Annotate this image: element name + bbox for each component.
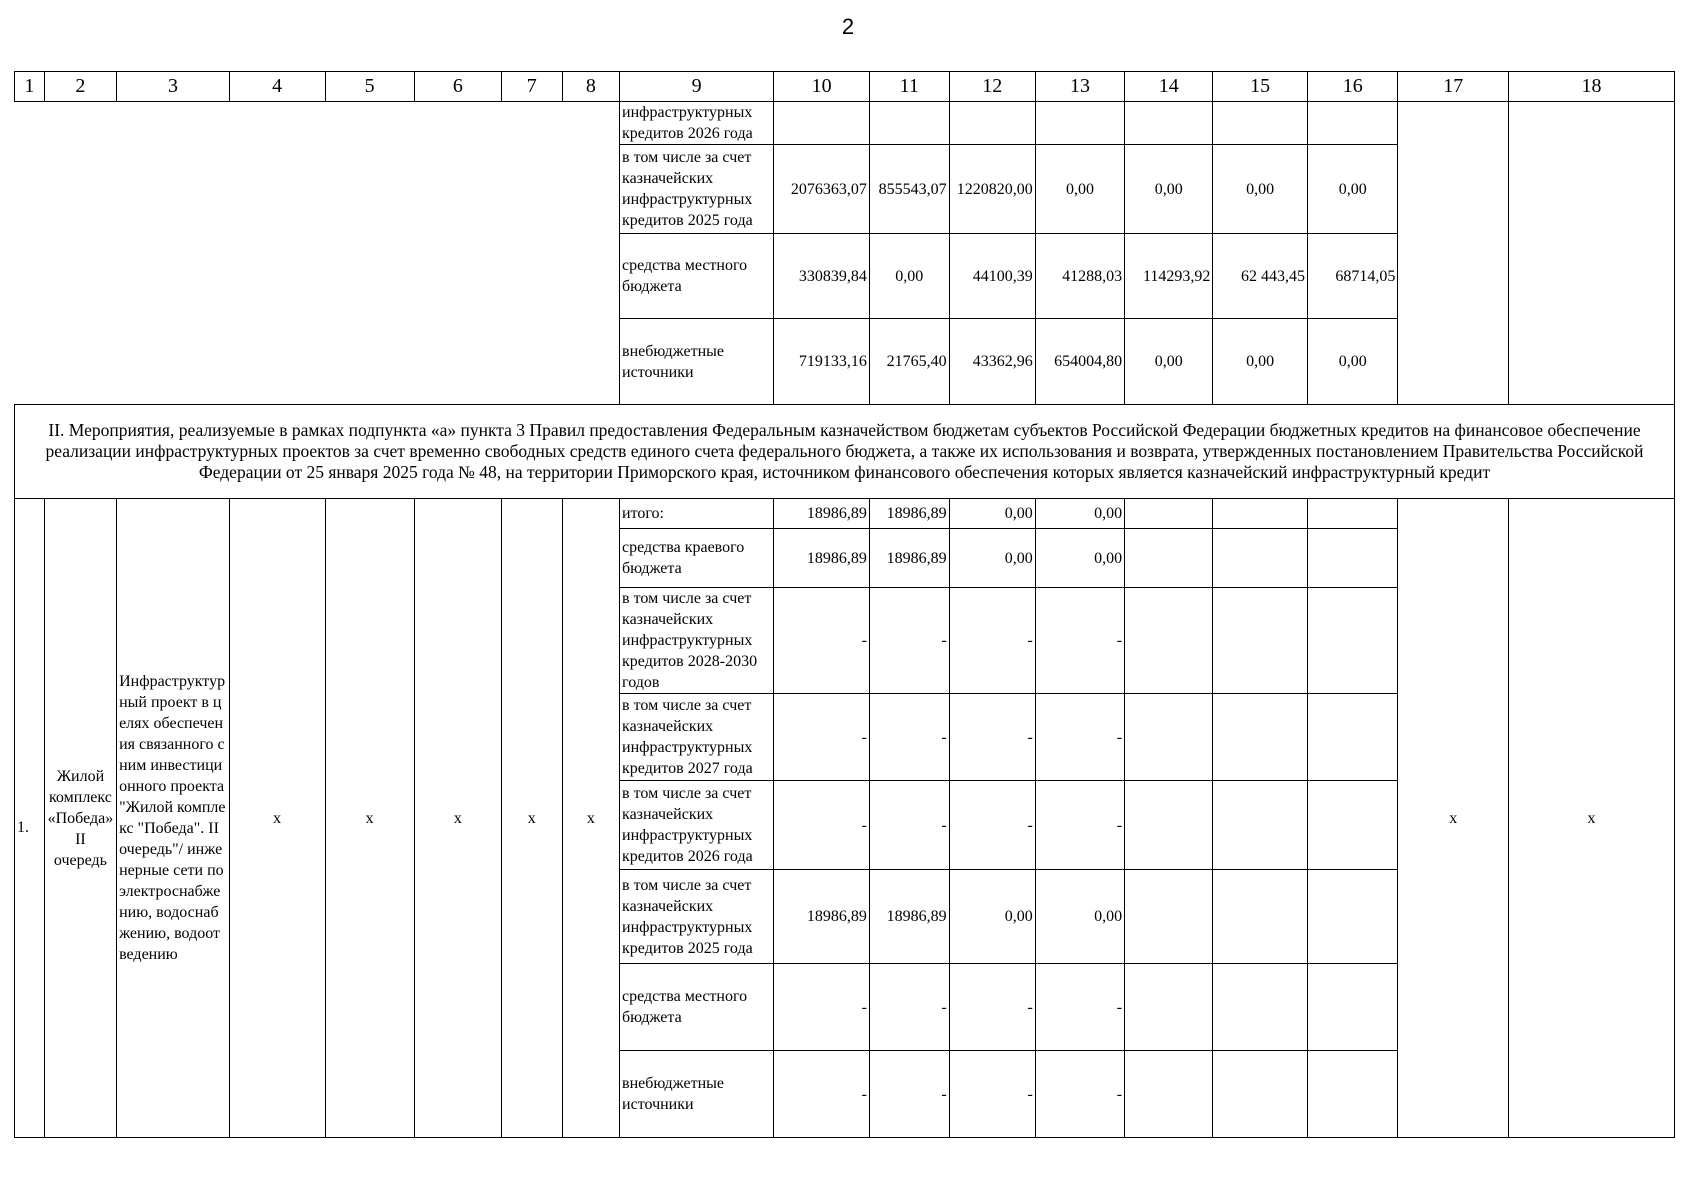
empty-cell	[1213, 529, 1308, 588]
column-number: 6	[414, 72, 501, 102]
row-label: средства местного бюджета	[620, 964, 774, 1051]
column-number: 5	[325, 72, 414, 102]
value-cell: 18986,89	[869, 499, 949, 529]
value-cell: 0,00	[1125, 319, 1213, 405]
empty-cell	[1125, 694, 1213, 781]
value-cell	[1308, 102, 1398, 145]
project-description: Инфраструктурный проект в целях обеспечения связанного с ним инвестиционного проекта "Жилой комплекс "Победа". II очередь"/ инженерные сети по электроснабжению, водоснабжению, водоотведению	[117, 499, 230, 1138]
empty-continuation-area	[15, 102, 620, 405]
value-cell: -	[949, 781, 1035, 870]
empty-cell	[1213, 964, 1308, 1051]
budget-table	[14, 71, 1675, 1138]
value-cell: -	[774, 588, 870, 694]
x-mark: х	[1508, 499, 1674, 1138]
empty-cell	[1213, 1051, 1308, 1138]
column-number: 7	[502, 72, 563, 102]
column-number: 15	[1213, 72, 1308, 102]
value-cell: 43362,96	[949, 319, 1035, 405]
value-cell	[1213, 102, 1308, 145]
empty-cell	[1308, 964, 1398, 1051]
row-label: внебюджетные источники	[620, 319, 774, 405]
value-cell: 18986,89	[774, 870, 870, 964]
value-cell: -	[869, 781, 949, 870]
value-cell: 0,00	[949, 529, 1035, 588]
value-cell: -	[1035, 964, 1124, 1051]
column-number: 17	[1398, 72, 1509, 102]
value-cell: -	[949, 588, 1035, 694]
value-cell: 330839,84	[774, 234, 870, 319]
value-cell: 0,00	[1035, 145, 1124, 234]
empty-cell	[1125, 964, 1213, 1051]
value-cell: 0,00	[1035, 870, 1124, 964]
x-mark: х	[1398, 499, 1509, 1138]
value-cell: 654004,80	[1035, 319, 1124, 405]
value-cell: 1220820,00	[949, 145, 1035, 234]
empty-cell	[1308, 781, 1398, 870]
row-label: в том числе за счет казначейских инфраструктурных кредитов 2025 года	[620, 870, 774, 964]
value-cell: -	[774, 781, 870, 870]
empty-cell	[1308, 588, 1398, 694]
object-name: Жилой комплекс «Победа» II очередь	[44, 499, 116, 1138]
value-cell	[774, 102, 870, 145]
page-number: 2	[841, 14, 855, 39]
value-cell	[869, 102, 949, 145]
empty-cell	[1308, 499, 1398, 529]
project-number: 1.	[15, 499, 45, 1138]
value-cell: 0,00	[1213, 319, 1308, 405]
value-cell	[1035, 102, 1124, 145]
row-label: в том числе за счет казначейских инфраструктурных кредитов 2025 года	[620, 145, 774, 234]
value-cell: -	[869, 964, 949, 1051]
value-cell: 2076363,07	[774, 145, 870, 234]
empty-cell	[1125, 781, 1213, 870]
value-cell: -	[869, 1051, 949, 1138]
value-cell: -	[774, 1051, 870, 1138]
empty-cell	[1213, 588, 1308, 694]
column-number: 12	[949, 72, 1035, 102]
value-cell: 41288,03	[1035, 234, 1124, 319]
row-label: в том числе за счет казначейских инфраструктурных кредитов 2028-2030 годов	[620, 588, 774, 694]
column-number: 16	[1308, 72, 1398, 102]
value-cell: -	[774, 964, 870, 1051]
column-number: 14	[1125, 72, 1213, 102]
table-row	[15, 405, 1675, 499]
empty-cell	[1213, 870, 1308, 964]
value-cell: -	[1035, 1051, 1124, 1138]
value-cell: -	[949, 1051, 1035, 1138]
value-cell: 68714,05	[1308, 234, 1398, 319]
x-mark: х	[414, 499, 501, 1138]
value-cell: -	[869, 694, 949, 781]
empty-cell	[1308, 870, 1398, 964]
empty-cell	[1125, 870, 1213, 964]
section-title: II. Мероприятия, реализуемые в рамках подпункта «а» пункта 3 Правил предоставления Федеральным казначейством бюджетам субъектов Российской Федерации бюджетных кредитов на финансовое обеспечение реализации инфраструктурных проектов за счет временно свободных средств единого счета федерального бюджета, а также их использования и возврата, утвержденных постановлением Правительства Российской Федерации от 25 января 2025 года № 48, на территории Приморского края, источником финансового обеспечения которых является казначейский инфраструктурный кредит	[15, 405, 1675, 499]
row-label: итого:	[620, 499, 774, 529]
x-mark: х	[229, 499, 325, 1138]
value-cell: -	[869, 588, 949, 694]
value-cell: 18986,89	[869, 529, 949, 588]
column-number: 1	[15, 72, 45, 102]
value-cell: 0,00	[1125, 145, 1213, 234]
x-mark: х	[325, 499, 414, 1138]
row-label: в том числе за счет казначейских инфраструктурных кредитов 2026 года	[620, 781, 774, 870]
value-cell: 0,00	[1213, 145, 1308, 234]
value-cell: -	[949, 964, 1035, 1051]
x-mark: х	[502, 499, 563, 1138]
value-cell: 44100,39	[949, 234, 1035, 319]
table-row	[15, 499, 1675, 529]
empty-cell	[1308, 694, 1398, 781]
value-cell: -	[1035, 694, 1124, 781]
empty-cell	[1125, 1051, 1213, 1138]
value-cell: -	[949, 694, 1035, 781]
empty-cell	[1125, 588, 1213, 694]
value-cell: 0,00	[949, 870, 1035, 964]
column-number: 4	[229, 72, 325, 102]
empty-cell	[1308, 529, 1398, 588]
value-cell: 0,00	[869, 234, 949, 319]
value-cell: 0,00	[1035, 529, 1124, 588]
empty-cell	[1125, 499, 1213, 529]
column-number-row	[15, 72, 1675, 102]
empty-cell	[1398, 102, 1509, 405]
column-number: 18	[1508, 72, 1674, 102]
value-cell: 62 443,45	[1213, 234, 1308, 319]
value-cell: -	[1035, 588, 1124, 694]
empty-cell	[1213, 781, 1308, 870]
column-number: 8	[562, 72, 619, 102]
empty-cell	[1125, 529, 1213, 588]
table-row	[15, 102, 1675, 145]
value-cell: -	[1035, 781, 1124, 870]
x-mark: х	[562, 499, 619, 1138]
value-cell: 0,00	[1308, 145, 1398, 234]
value-cell: 0,00	[1035, 499, 1124, 529]
value-cell: 114293,92	[1125, 234, 1213, 319]
value-cell: 855543,07	[869, 145, 949, 234]
empty-cell	[1308, 1051, 1398, 1138]
empty-cell	[1213, 499, 1308, 529]
value-cell: -	[774, 694, 870, 781]
value-cell: 21765,40	[869, 319, 949, 405]
row-label: средства местного бюджета	[620, 234, 774, 319]
value-cell: 0,00	[949, 499, 1035, 529]
empty-cell	[1213, 694, 1308, 781]
column-number: 2	[44, 72, 116, 102]
row-label: инфраструктурных кредитов 2026 года	[620, 102, 774, 145]
column-number: 11	[869, 72, 949, 102]
row-label: внебюджетные источники	[620, 1051, 774, 1138]
value-cell	[949, 102, 1035, 145]
column-number: 3	[117, 72, 230, 102]
empty-cell	[1508, 102, 1674, 405]
value-cell: 18986,89	[774, 529, 870, 588]
value-cell: 719133,16	[774, 319, 870, 405]
value-cell	[1125, 102, 1213, 145]
value-cell: 18986,89	[774, 499, 870, 529]
row-label: средства краевого бюджета	[620, 529, 774, 588]
value-cell: 18986,89	[869, 870, 949, 964]
column-number: 13	[1035, 72, 1124, 102]
column-number: 10	[774, 72, 870, 102]
row-label: в том числе за счет казначейских инфраструктурных кредитов 2027 года	[620, 694, 774, 781]
column-number: 9	[620, 72, 774, 102]
value-cell: 0,00	[1308, 319, 1398, 405]
